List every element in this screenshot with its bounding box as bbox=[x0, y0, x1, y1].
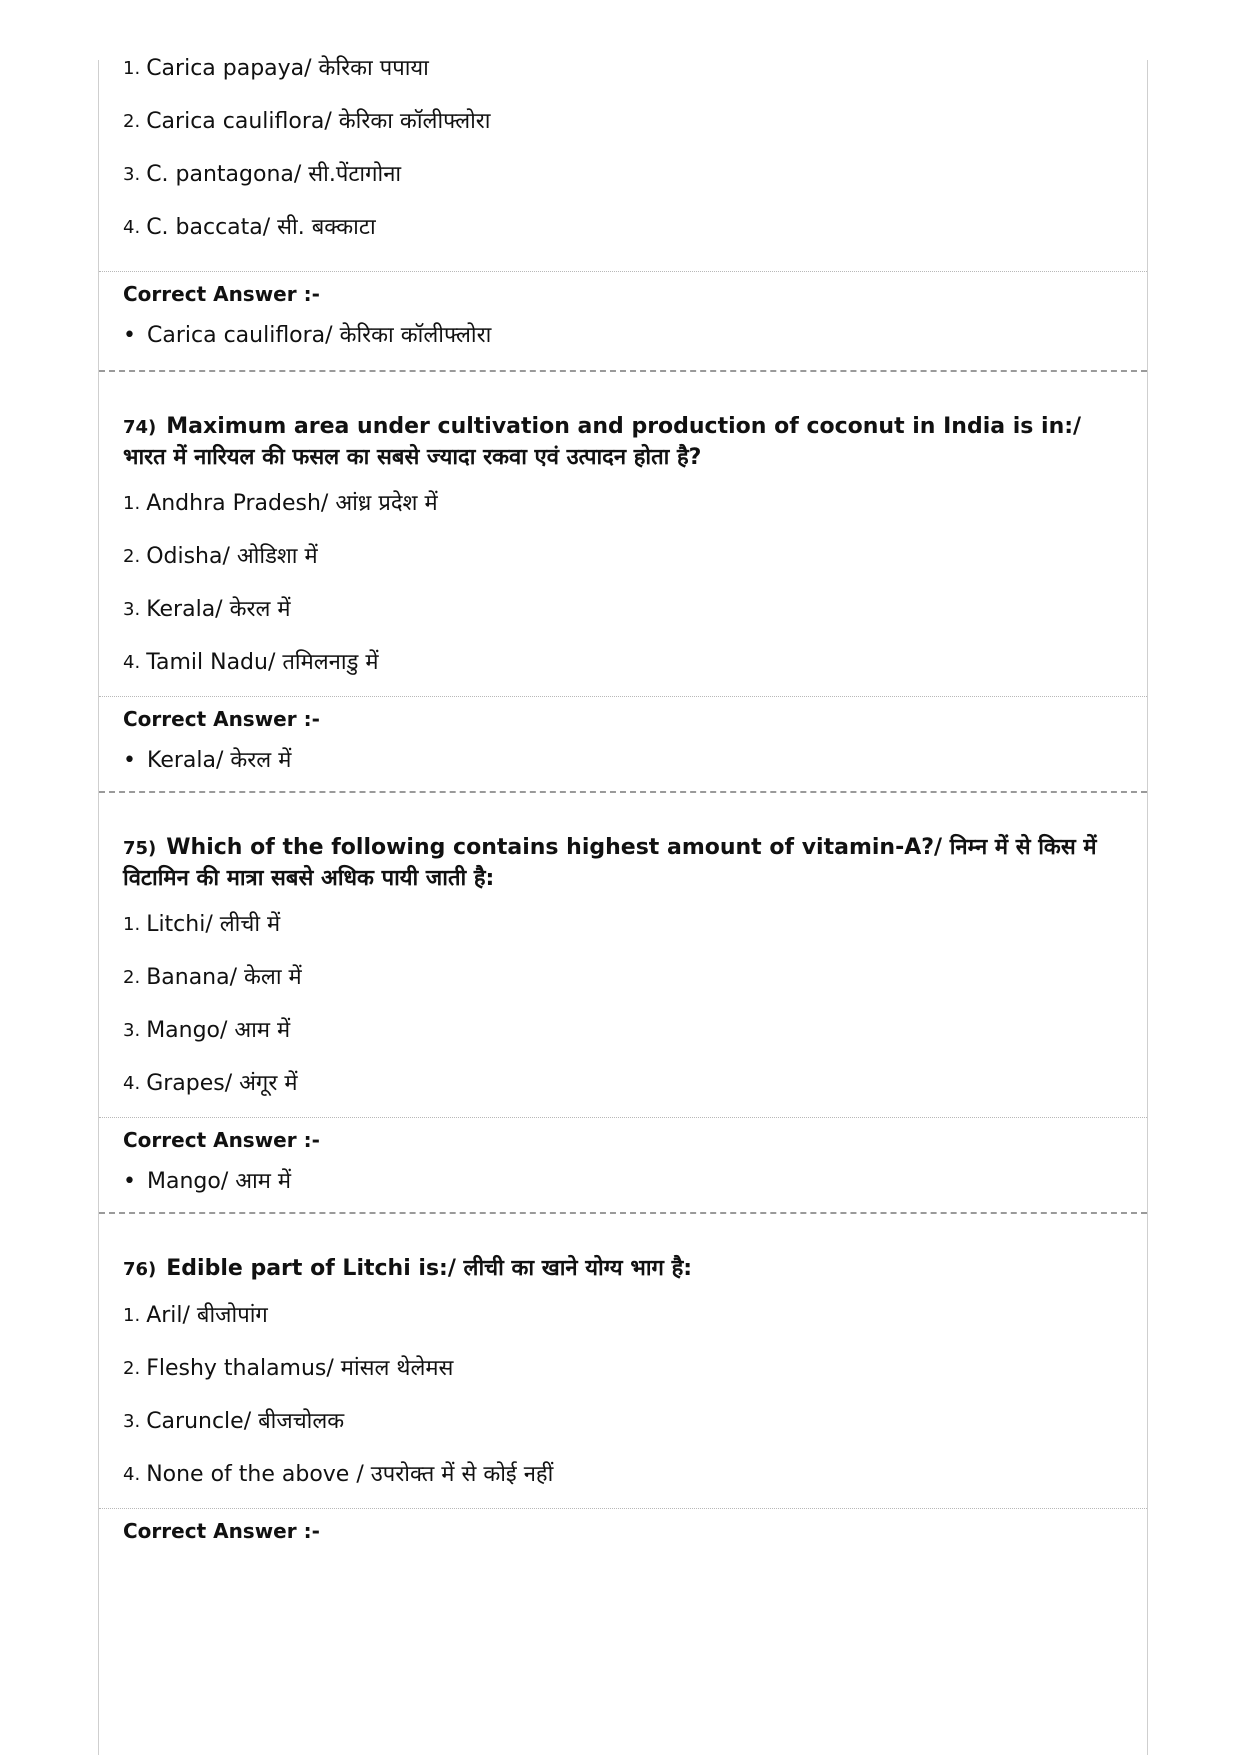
options-list bbox=[99, 487, 1147, 696]
correct-answer-text: Mango/ आम में bbox=[147, 1169, 292, 1194]
question-header bbox=[99, 833, 1147, 894]
option-3 bbox=[123, 1405, 1147, 1458]
option-text: Mango/ आम में bbox=[146, 1018, 291, 1043]
option-2 bbox=[123, 961, 1147, 1014]
option-4 bbox=[123, 1067, 1147, 1117]
question-74 bbox=[99, 372, 1147, 791]
question-list bbox=[99, 0, 1147, 1553]
options-list bbox=[99, 52, 1147, 271]
question-75 bbox=[99, 793, 1147, 1212]
correct-answer-label: Correct Answer :- bbox=[123, 1519, 320, 1543]
option-number: 4. bbox=[123, 652, 141, 673]
option-text: Odisha/ ओडिशा में bbox=[146, 544, 318, 569]
correct-answer bbox=[99, 741, 1147, 791]
option-1 bbox=[123, 52, 1147, 105]
option-number: 1. bbox=[123, 58, 141, 79]
option-number: 2. bbox=[123, 111, 141, 132]
question-text: Which of the following contains highest amount of vitamin-A?/ निम्न में से किस में विटामिन की मात्रा सबसे अधिक पायी जाती है: bbox=[123, 835, 1097, 891]
option-2 bbox=[123, 105, 1147, 158]
option-2 bbox=[123, 1352, 1147, 1405]
option-number: 4. bbox=[123, 1464, 141, 1485]
option-number: 4. bbox=[123, 1073, 141, 1094]
option-text: Carica papaya/ केरिका पपाया bbox=[146, 56, 429, 81]
question-73 bbox=[99, 0, 1147, 370]
option-3 bbox=[123, 593, 1147, 646]
option-number: 1. bbox=[123, 493, 141, 514]
option-number: 3. bbox=[123, 164, 141, 185]
option-text: Fleshy thalamus/ मांसल थेलेमस bbox=[146, 1356, 454, 1381]
correct-answer-text: Kerala/ केरल में bbox=[147, 748, 292, 773]
question-number: 75) bbox=[123, 838, 157, 859]
option-number: 2. bbox=[123, 1358, 141, 1379]
correct-answer-label: Correct Answer :- bbox=[123, 282, 320, 306]
correct-answer bbox=[99, 316, 1147, 370]
correct-answer-label: Correct Answer :- bbox=[123, 1128, 320, 1152]
option-4 bbox=[123, 646, 1147, 696]
question-header bbox=[99, 1254, 1147, 1285]
question-text: Maximum area under cultivation and production of coconut in India is in:/ भारत में नारियल की फसल का सबसे ज्यादा रकवा एवं उत्पादन होता है? bbox=[123, 414, 1082, 470]
correct-answer-text: Carica cauliflora/ केरिका कॉलीफ्लोरा bbox=[147, 323, 492, 348]
option-text: Carica cauliflora/ केरिका कॉलीफ्लोरा bbox=[146, 109, 491, 134]
options-list bbox=[99, 1299, 1147, 1508]
option-1 bbox=[123, 908, 1147, 961]
option-text: Banana/ केला में bbox=[146, 965, 302, 990]
option-text: Aril/ बीजोपांग bbox=[146, 1303, 268, 1328]
option-1 bbox=[123, 487, 1147, 540]
option-text: Tamil Nadu/ तमिलनाडु में bbox=[146, 650, 379, 675]
bullet-icon: • bbox=[123, 748, 136, 773]
option-number: 1. bbox=[123, 1305, 141, 1326]
options-list bbox=[99, 908, 1147, 1117]
option-text: Caruncle/ बीजचोलक bbox=[146, 1409, 345, 1434]
option-4 bbox=[123, 211, 1147, 271]
option-text: None of the above / उपरोक्त में से कोई नहीं bbox=[146, 1462, 554, 1487]
option-4 bbox=[123, 1458, 1147, 1508]
option-text: C. baccata/ सी. बक्काटा bbox=[146, 215, 376, 240]
option-number: 1. bbox=[123, 914, 141, 935]
option-number: 3. bbox=[123, 1411, 141, 1432]
option-text: Litchi/ लीची में bbox=[146, 912, 281, 937]
bullet-icon: • bbox=[123, 1169, 136, 1194]
option-number: 4. bbox=[123, 217, 141, 238]
option-number: 3. bbox=[123, 599, 141, 620]
option-2 bbox=[123, 540, 1147, 593]
question-text: Edible part of Litchi is:/ लीची का खाने योग्य भाग है: bbox=[166, 1256, 693, 1281]
option-3 bbox=[123, 1014, 1147, 1067]
correct-answer bbox=[99, 1162, 1147, 1212]
option-1 bbox=[123, 1299, 1147, 1352]
question-76 bbox=[99, 1214, 1147, 1553]
question-number: 74) bbox=[123, 417, 157, 438]
option-number: 2. bbox=[123, 546, 141, 567]
option-text: C. pantagona/ सी.पेंटागोना bbox=[146, 162, 402, 187]
correct-answer-label: Correct Answer :- bbox=[123, 707, 320, 731]
option-text: Grapes/ अंगूर में bbox=[146, 1071, 298, 1096]
option-text: Andhra Pradesh/ आंध्र प्रदेश में bbox=[146, 491, 438, 516]
option-number: 2. bbox=[123, 967, 141, 988]
question-header bbox=[99, 412, 1147, 473]
bullet-icon: • bbox=[123, 323, 136, 348]
option-number: 3. bbox=[123, 1020, 141, 1041]
right-border bbox=[1147, 60, 1148, 1755]
option-text: Kerala/ केरल में bbox=[146, 597, 291, 622]
option-3 bbox=[123, 158, 1147, 211]
question-number: 76) bbox=[123, 1259, 157, 1280]
